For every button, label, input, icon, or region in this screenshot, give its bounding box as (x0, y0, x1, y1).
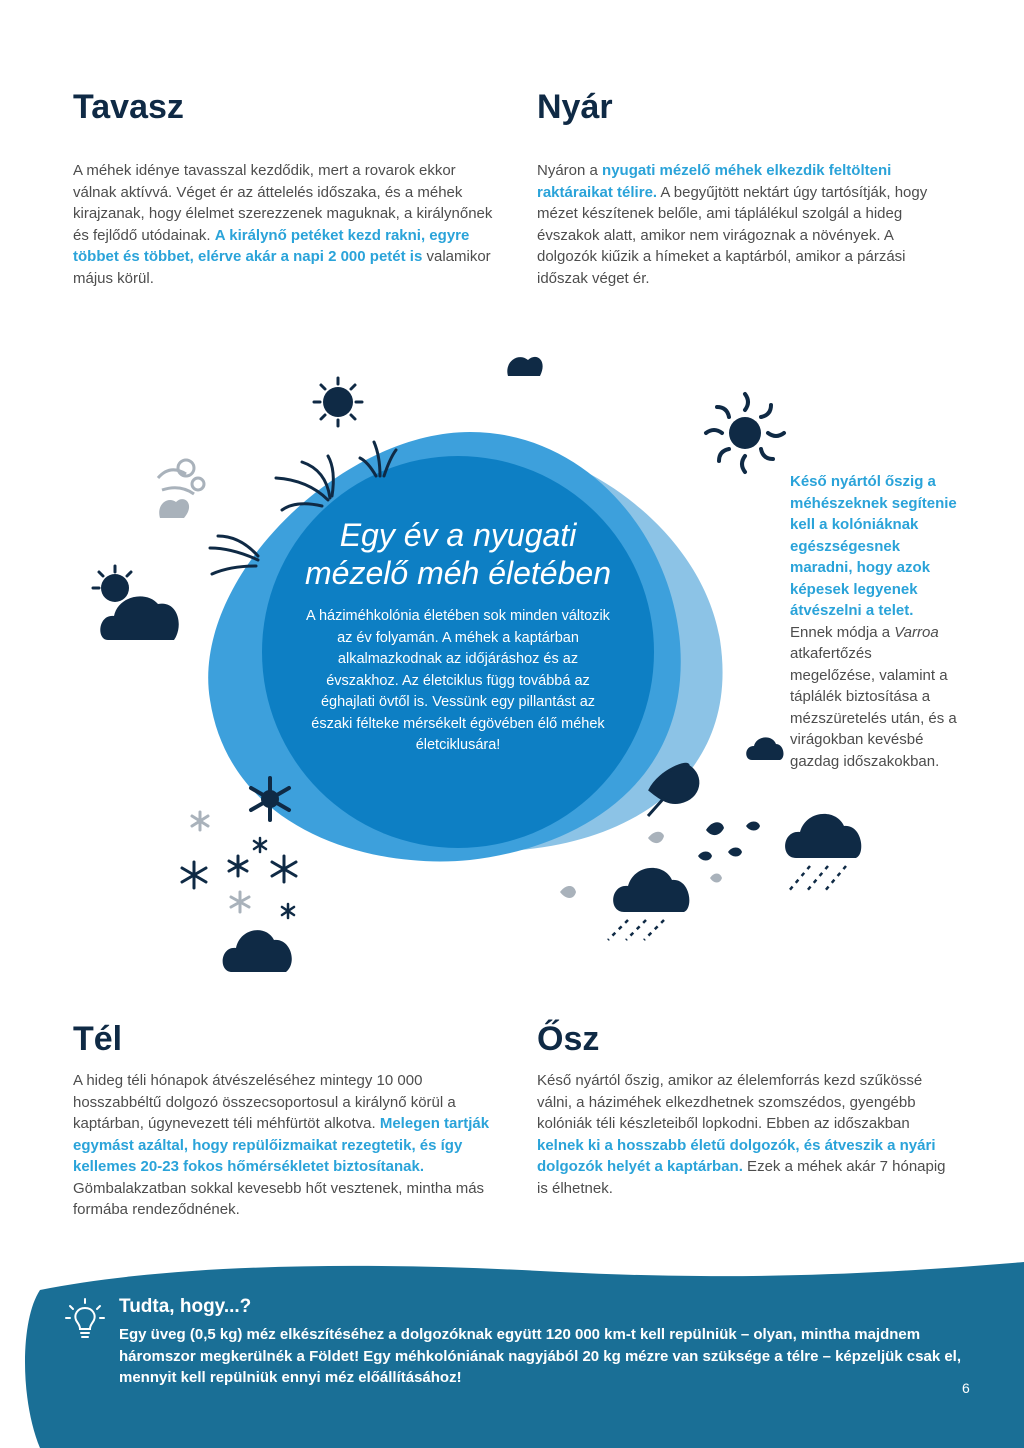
side-note-p1: Ennek módja a (790, 623, 895, 641)
summer-section (537, 90, 957, 289)
side-note-italic: Varroa (894, 623, 939, 641)
summer-text-highlight: nyugati mézelő méhek elkezdik feltölteni raktáraikat télire. (537, 162, 892, 201)
side-note-p2: atkafertőzés megelőzése, valamint a táplálék biztosítása a mézszüretelés után, és a virágokban kevésbé gazdag időszakokban. (790, 645, 957, 770)
winter-section (73, 1022, 493, 1221)
winter-text-highlight: Melegen tartják egymást azáltal, hogy repülőizmaikat rezegtetik, és így kellemes 20-23 fokos hőmérsékletet biztosítanak. (73, 1115, 490, 1175)
leaf-icon (648, 832, 664, 843)
spring-text-highlight: A királynő petéket kezd rakni, egyre többet és többet, elérve akár a napi 2 000 petét is (73, 226, 470, 265)
leaf-icon (728, 848, 742, 857)
wind-icon (158, 460, 204, 494)
center-text-block (305, 516, 611, 771)
side-note (790, 471, 960, 772)
summer-text-p1: Nyáron a (537, 162, 603, 179)
winter-title: Tél (73, 1020, 123, 1058)
autumn-section (537, 1022, 957, 1199)
autumn-text (537, 1070, 957, 1199)
spring-title: Tavasz (73, 88, 184, 126)
center-title: Egy év a nyugati mézelő méh életében (305, 517, 611, 591)
snow-cloud-icon (223, 930, 292, 972)
snowflake-icon (254, 838, 266, 852)
leaf-icon (710, 874, 722, 883)
leaf-icon (746, 822, 760, 831)
cloud-icon (746, 737, 783, 760)
page-number: 6 (962, 1380, 970, 1396)
autumn-title: Ősz (537, 1020, 600, 1058)
autumn-text-p1: Késő nyártól őszig, amikor az élelemforrás kezd szűkössé válni, a háziméhek elkezdhetnek szomszédos, gyengébb kolóniák téli készleteiből lopkodni. Ebben az időszakban (537, 1072, 923, 1132)
leaf-icon (560, 886, 576, 898)
snowflake-icon (231, 892, 249, 912)
leaf-icon (706, 822, 724, 835)
center-body: A háziméhkolónia életében sok minden változik az év folyamán. A méhek a kaptárban alkalmazkodnak az időjáráshoz és az évszakhoz. Az életciklus függ továbbá az éghajlati övtől is. Vessünk egy pillantást az északi félteke mérsékelt égövében élő méhek életciklusára! (306, 608, 610, 753)
snowflake-icon (229, 856, 247, 876)
snowflake-icon (182, 862, 206, 888)
snowflake-icon (282, 904, 294, 918)
side-note-highlight: Késő nyártól őszig a méhészeknek segítenie kell a kolóniáknak egészségesnek maradni, hogy azok képesek legyenek átvészelni a telet. (790, 473, 957, 619)
autumn-text-highlight: kelnek ki a hosszabb életű dolgozók, és átveszik a nyári dolgozók helyét a kaptárban. (537, 1136, 936, 1175)
sunburst-icon (706, 394, 784, 472)
summer-title: Nyár (537, 88, 613, 126)
spring-text-p2: valamikor május körül. (73, 248, 491, 287)
rain-cloud-icon (608, 868, 689, 940)
spring-text (73, 160, 493, 289)
spring-section (73, 90, 493, 289)
snowflake-icon (272, 856, 296, 882)
winter-text-p2: Gömbalakzatban sokkal kevesebb hőt vesztenek, mintha más formába rendeződnének. (73, 1179, 485, 1218)
sun-icon (314, 378, 362, 426)
summer-text-p2: A begyűjtött nektárt úgy tartósítják, hogy mézet készítenek belőle, ami táplálékul szolgál a hideg évszakok alatt, amikor nem virágoznak a növények. A dolgozók kiűzik a hímeket a kaptárból, amikor a párzási időszak véget ér. (537, 183, 928, 287)
rain-cloud-icon (785, 814, 861, 892)
tip-title: Tudta, hogy...? (119, 1296, 252, 1317)
summer-text (537, 160, 957, 289)
lightbulb-icon (64, 1296, 106, 1344)
tip-text: Egy üveg (0,5 kg) méz elkészítéséhez a dolgozóknak együtt 120 000 km-t kell repülniük – olyan, mintha majdnem háromszor megkerülnék a Földet! Egy méhkolóniának nagyjából 20 kg mézre van szüksége a télre – képzeljük csak el, mennyit kell repülniük ennyi méz előállításához! (119, 1326, 961, 1386)
did-you-know-box (119, 1296, 979, 1389)
cloud-icon (159, 499, 189, 518)
winter-text-p1: A hideg téli hónapok átvészeléséhez mintegy 10 000 hosszabbéltű dolgozó összecsoportosul a királynő körül a kaptárban, úgynevezett téli méhfürtöt alkotva. (73, 1072, 456, 1132)
snowflake-icon (192, 812, 208, 830)
cloud-icon (507, 357, 542, 376)
sun-cloud-icon (93, 566, 179, 640)
leaf-icon (698, 852, 712, 861)
winter-text (73, 1070, 493, 1221)
spring-text-p1: A méhek idénye tavasszal kezdődik, mert a rovarok ekkor válnak aktívvá. Véget ér az áttelelés időszaka, és a méhek kirajzanak, hogy élelmet szerezzenek maguknak, a királynőnek és fejlődő utódainak. (73, 162, 493, 244)
autumn-text-p2: Ezek a méhek akár 7 hónapig is élhetnek. (537, 1158, 946, 1197)
